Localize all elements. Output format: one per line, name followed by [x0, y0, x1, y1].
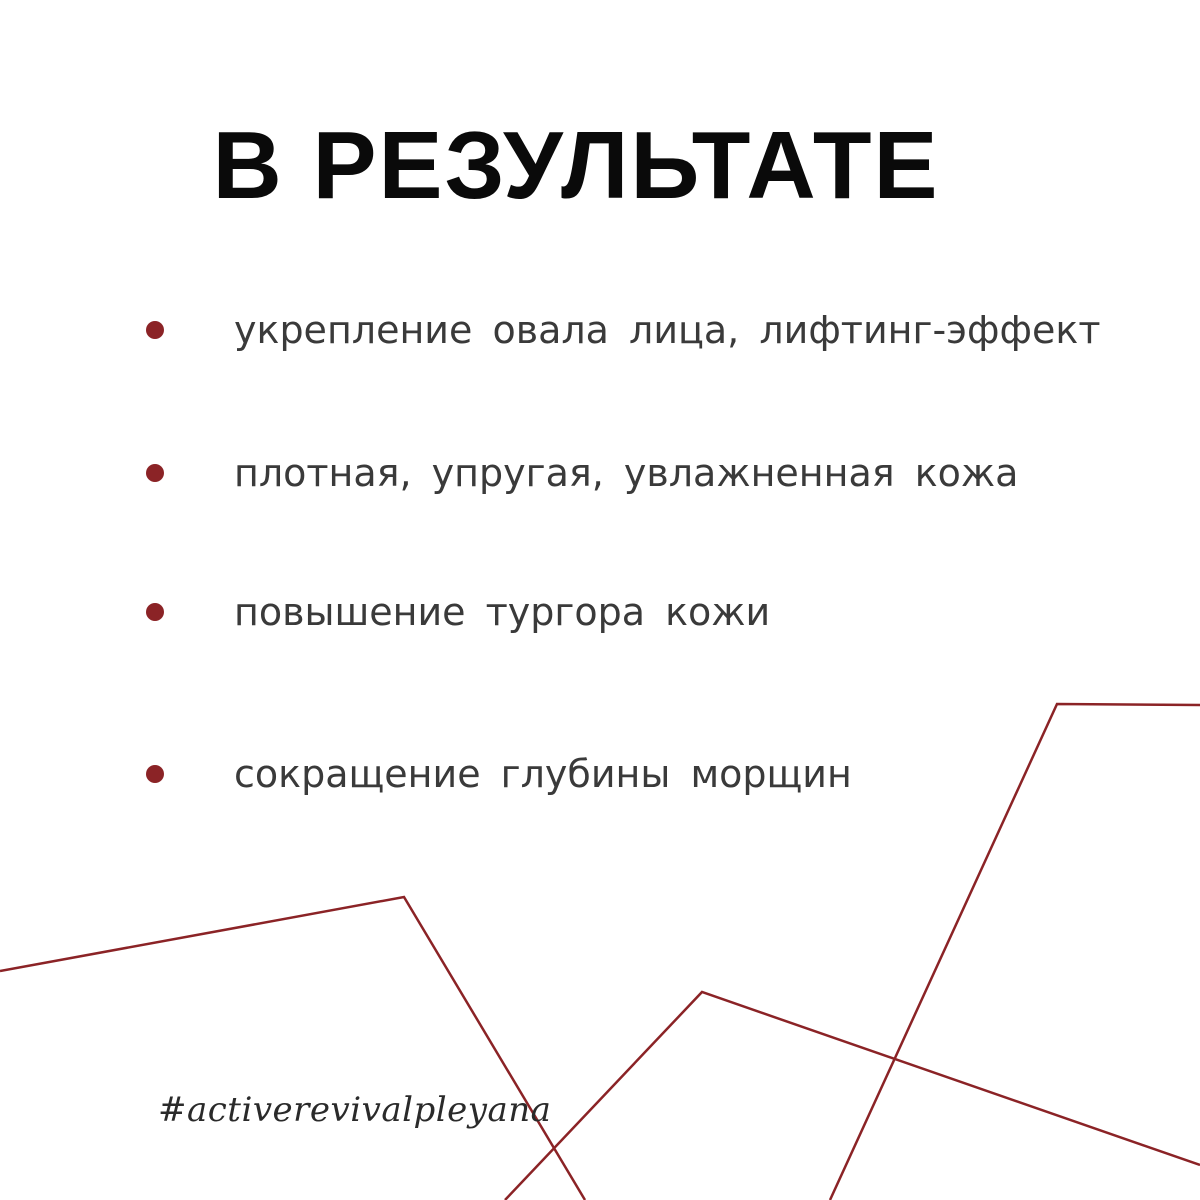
list-item-text: повышение тургора кожи — [234, 590, 771, 634]
list-item — [146, 590, 771, 634]
bullet-dot-icon — [146, 464, 164, 482]
list-item-text: сокращение глубины морщин — [234, 752, 852, 796]
bullet-dot-icon — [146, 321, 164, 339]
bullet-dot-icon — [146, 765, 164, 783]
list-item-text: плотная, упругая, увлажненная кожа — [234, 451, 1019, 495]
list-item — [146, 451, 1019, 495]
list-item-text: укрепление овала лица, лифтинг-эффект — [234, 308, 1101, 352]
bullet-dot-icon — [146, 603, 164, 621]
list-item — [146, 752, 852, 796]
hashtag: #activerevivalpleyana — [158, 1090, 552, 1130]
list-item — [146, 308, 1101, 352]
page-title: В РЕЗУЛЬТАТЕ — [212, 112, 940, 219]
